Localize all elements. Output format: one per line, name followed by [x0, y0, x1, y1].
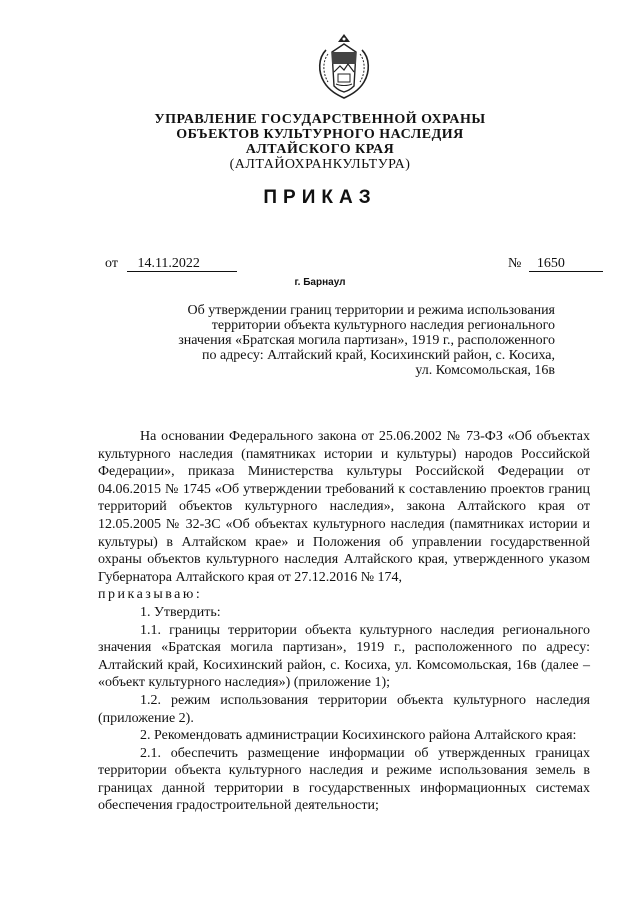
subject-line-3: значения «Братская могила партизан», 1919 г., расположенного — [178, 333, 555, 348]
date-prefix: от — [105, 256, 118, 271]
subject-line-4: по адресу: Алтайский край, Косихинский район, с. Косиха, — [201, 348, 555, 363]
date-field — [105, 256, 237, 272]
item-2-1: 2.1. обеспечить размещение информации об утвержденных границах территории объекта культурного наследия и режиме использования земель в границах данной территории в государственных информационных системах обеспечения градостроительной деятельности; — [98, 745, 590, 814]
preamble-text: На основании Федерального закона от 25.06.2002 № 73-ФЗ «Об объектах культурного наследия (памятниках истории и культуры) народов Российской Федерации», приказа Министерства культуры Российской Федерации от 04.06.2015 № 1745 «Об утверждении требований к составлению проектов границ территорий объектов культурного наследия», закона Алтайского края от 12.05.2005 № 32-ЗС «Об объектах культурного наследия (памятниках истории и культуры) в Алтайском крае» и Положения об управлении государственной охраны объектов культурного наследия Алтайского края, утвержденного указом Губернатора Алтайского края от 27.12.2016 № 174, — [98, 429, 590, 585]
org-abbreviation: (АЛТАЙОХРАНКУЛЬТУРА) — [229, 157, 411, 172]
preamble-paragraph — [98, 428, 590, 586]
org-line-2: ОБЪЕКТОВ КУЛЬТУРНОГО НАСЛЕДИЯ — [176, 127, 464, 142]
order-body — [98, 428, 590, 815]
subject-line-1: Об утверждении границ территории и режима использования — [187, 303, 555, 318]
coat-of-arms-icon — [312, 28, 376, 100]
number-value: 1650 — [529, 256, 603, 272]
subject-line-2: территории объекта культурного наследия регионального — [211, 318, 555, 333]
org-line-3: АЛТАЙСКОГО КРАЯ — [245, 142, 395, 157]
item-1-1: 1.1. границы территории объекта культурного наследия регионального значения «Братская могила партизан», 1919 г., расположенного по адресу: Алтайский край, Косихинский район, с. Косиха, ул. Комсомольская, 16в (далее – «объект культурного наследия») (приложение 1); — [98, 622, 590, 691]
number-field — [508, 256, 603, 272]
item-1: 1. Утвердить: — [140, 604, 221, 620]
order-word-paragraph — [98, 586, 590, 604]
org-line-1: УПРАВЛЕНИЕ ГОСУДАРСТВЕННОЙ ОХРАНЫ — [154, 112, 486, 127]
organization-name — [0, 112, 640, 172]
city-label: г. Барнаул — [294, 277, 346, 288]
date-value: 14.11.2022 — [127, 256, 237, 272]
order-word: приказываю: — [98, 587, 203, 603]
document-type-title: ПРИКАЗ — [263, 187, 377, 208]
subject-line-5: ул. Комсомольская, 16в — [415, 363, 555, 378]
order-subject — [130, 303, 555, 378]
number-prefix: № — [508, 256, 522, 271]
item-2: 2. Рекомендовать администрации Косихинского района Алтайского края: — [140, 728, 577, 744]
item-1-2: 1.2. режим использования территории объекта культурного наследия (приложение 2). — [98, 692, 590, 726]
